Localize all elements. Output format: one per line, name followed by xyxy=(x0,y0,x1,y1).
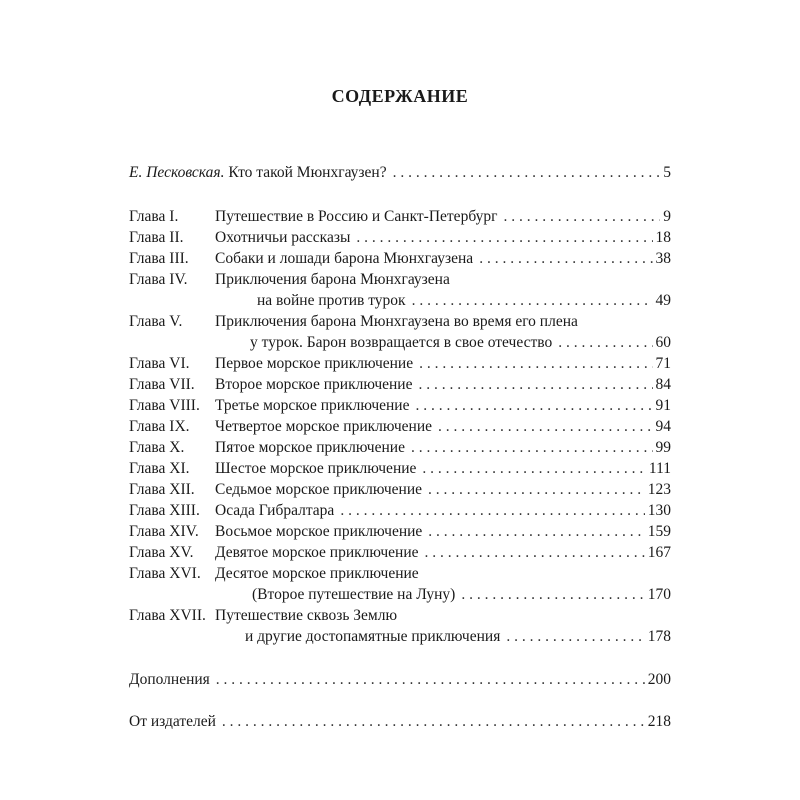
toc-entry-chapter-16[interactable] xyxy=(129,565,671,586)
leader-dots xyxy=(411,439,653,457)
page-number: 200 xyxy=(647,671,671,688)
chapter-label: Глава XV. xyxy=(129,544,194,561)
page-title: СОДЕРЖАНИЕ xyxy=(331,86,469,106)
leader-dots xyxy=(340,502,644,520)
chapter-title: Восьмое морское приключение xyxy=(215,523,423,540)
leader-dots xyxy=(216,671,645,689)
chapter-label: Глава IX. xyxy=(129,418,190,435)
leader-dots xyxy=(419,355,652,373)
toc-entry-chapter-4[interactable] xyxy=(129,271,671,292)
publishers-title: От издателей xyxy=(129,713,216,730)
page-number: 91 xyxy=(655,397,671,414)
page-number: 18 xyxy=(655,229,671,246)
chapter-title: Собаки и лошади барона Мюнхгаузена xyxy=(215,250,474,267)
toc-entry-chapter-7[interactable] xyxy=(129,376,671,397)
toc-entry-publishers[interactable] xyxy=(129,713,671,734)
chapter-label: Глава IV. xyxy=(129,271,188,288)
page-number: 5 xyxy=(663,164,671,181)
toc-entry-chapter-6[interactable] xyxy=(129,355,671,376)
chapter-title: Седьмое морское приключение xyxy=(215,481,423,498)
chapter-label: Глава XIII. xyxy=(129,502,200,519)
leader-dots xyxy=(415,397,652,415)
toc-entry-intro[interactable] xyxy=(129,164,671,185)
toc-entry-chapter-1[interactable] xyxy=(129,208,671,229)
chapter-title: Шестое морское приключение xyxy=(215,460,417,477)
chapter-title: Путешествие в Россию и Санкт-Петербург xyxy=(215,208,498,225)
intro-author: Е. Песковская. xyxy=(129,164,225,181)
toc-entry-chapter-8[interactable] xyxy=(129,397,671,418)
chapter-label: Глава I. xyxy=(129,208,179,225)
chapter-label: Глава II. xyxy=(129,229,184,246)
leader-dots xyxy=(558,334,652,352)
chapter-label: Глава VIII. xyxy=(129,397,200,414)
chapter-title-cont: (Второе путешествие на Луну) xyxy=(252,586,456,603)
chapter-title: Первое морское приключение xyxy=(215,355,414,372)
toc-entry-chapter-15[interactable] xyxy=(129,544,671,565)
chapter-title-cont: у турок. Барон возвращается в свое отечество xyxy=(250,334,553,351)
toc-entry-chapter-13[interactable] xyxy=(129,502,671,523)
toc-entry-chapter-9[interactable] xyxy=(129,418,671,439)
leader-dots xyxy=(503,208,660,226)
toc-entry-chapter-16-cont[interactable] xyxy=(252,586,671,607)
toc-entry-chapter-5-cont[interactable] xyxy=(250,334,671,355)
chapter-title-cont: и другие достопамятные приключения xyxy=(245,628,501,645)
toc-entry-chapter-17-cont[interactable] xyxy=(245,628,671,649)
chapter-label: Глава XII. xyxy=(129,481,195,498)
leader-dots xyxy=(412,292,653,310)
appendix-title: Дополнения xyxy=(129,671,210,688)
leader-dots xyxy=(461,586,644,604)
chapter-title: Третье морское приключение xyxy=(215,397,410,414)
chapter-title-cont: на войне против турок xyxy=(257,292,406,309)
chapter-label: Глава VII. xyxy=(129,376,195,393)
chapter-title: Осада Гибралтара xyxy=(215,502,335,519)
page-number: 9 xyxy=(663,208,671,225)
chapter-title: Пятое морское приключение xyxy=(215,439,405,456)
toc-entry-chapter-11[interactable] xyxy=(129,460,671,481)
chapter-title: Второе морское приключение xyxy=(215,376,413,393)
chapter-label: Глава XVI. xyxy=(129,565,201,582)
leader-dots xyxy=(425,544,645,562)
page-number: 84 xyxy=(655,376,671,393)
leader-dots xyxy=(506,628,644,646)
leader-dots xyxy=(222,713,645,731)
chapter-title: Приключения барона Мюнхгаузена во время его плена xyxy=(215,313,578,330)
chapter-title: Четвертое морское приключение xyxy=(215,418,433,435)
chapter-label: Глава XVII. xyxy=(129,607,206,624)
toc-entry-chapter-10[interactable] xyxy=(129,439,671,460)
page-number: 111 xyxy=(648,460,671,477)
page-number: 178 xyxy=(647,628,671,645)
page-number: 38 xyxy=(655,250,671,267)
chapter-title: Десятое морское приключение xyxy=(215,565,419,582)
chapter-label: Глава III. xyxy=(129,250,189,267)
page-number: 170 xyxy=(647,586,671,603)
leader-dots xyxy=(393,164,661,182)
toc-entry-chapter-14[interactable] xyxy=(129,523,671,544)
intro-title: Кто такой Мюнхгаузен? xyxy=(228,164,387,181)
chapter-title: Путешествие сквозь Землю xyxy=(215,607,398,624)
chapter-label: Глава VI. xyxy=(129,355,190,372)
toc-entry-chapter-5[interactable] xyxy=(129,313,671,334)
toc-entry-chapter-17[interactable] xyxy=(129,607,671,628)
chapter-title: Девятое морское приключение xyxy=(215,544,419,561)
page-number: 159 xyxy=(647,523,671,540)
leader-dots xyxy=(356,229,652,247)
toc-entry-appendix[interactable] xyxy=(129,671,671,692)
toc-entry-chapter-12[interactable] xyxy=(129,481,671,502)
page-number: 49 xyxy=(655,292,671,309)
toc-entry-chapter-4-cont[interactable] xyxy=(257,292,671,313)
page-number: 71 xyxy=(655,355,671,372)
chapter-label: Глава X. xyxy=(129,439,185,456)
toc-entry-chapter-2[interactable] xyxy=(129,229,671,250)
page-number: 218 xyxy=(647,713,671,730)
page-number: 60 xyxy=(655,334,671,351)
chapter-label: Глава XIV. xyxy=(129,523,199,540)
toc-entry-chapter-3[interactable] xyxy=(129,250,671,271)
leader-dots xyxy=(438,418,652,436)
chapter-label: Глава V. xyxy=(129,313,183,330)
leader-dots xyxy=(428,523,644,541)
chapter-title: Охотничьи рассказы xyxy=(215,229,351,246)
page-number: 123 xyxy=(647,481,671,498)
page-number: 99 xyxy=(655,439,671,456)
leader-dots xyxy=(422,460,645,478)
page-number: 130 xyxy=(647,502,671,519)
leader-dots xyxy=(479,250,652,268)
page-number: 167 xyxy=(647,544,671,561)
chapter-label: Глава XI. xyxy=(129,460,190,477)
leader-dots xyxy=(418,376,652,394)
page-number: 94 xyxy=(655,418,671,435)
leader-dots xyxy=(428,481,645,499)
chapter-title: Приключения барона Мюнхгаузена xyxy=(215,271,450,288)
